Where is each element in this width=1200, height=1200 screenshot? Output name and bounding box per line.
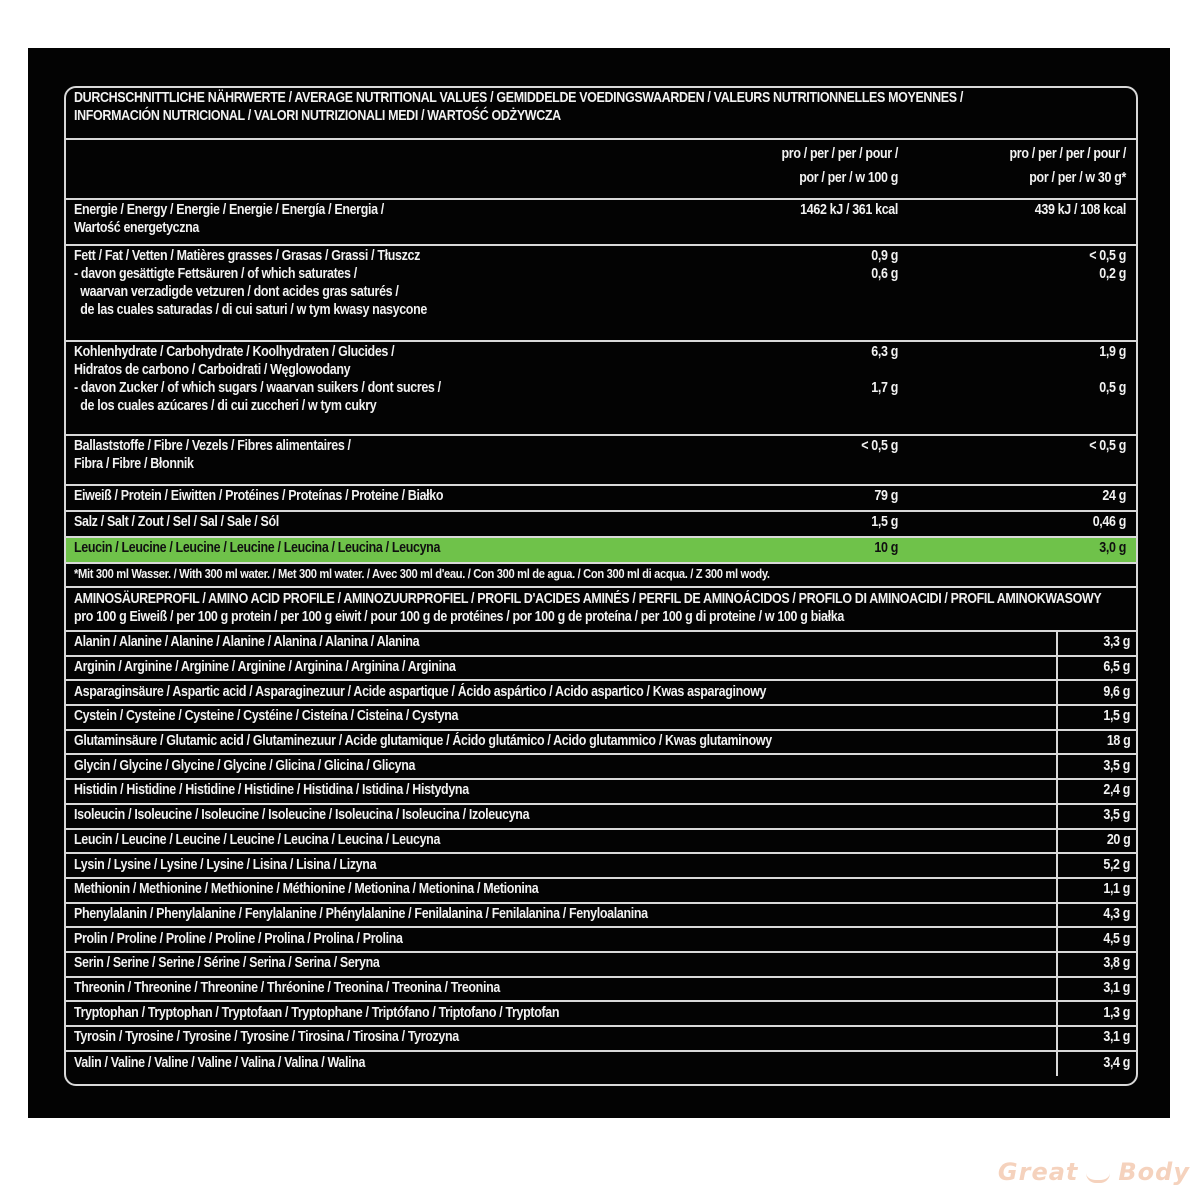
- amino-acid-name: Prolin / Proline / Proline / Proline / Prolina / Prolina / Prolina: [74, 930, 403, 947]
- amino-acid-row: [66, 1027, 1136, 1052]
- amino-acid-name: Methionin / Methionine / Methionine / Méthionine / Metionina / Metionina / Metionina: [74, 881, 539, 898]
- nutrient-label: Hidratos de carbono / Carboidrati / Węglowodany: [74, 361, 351, 378]
- value-per-30g: 0,46 g: [1092, 514, 1126, 530]
- amino-header-line-2: pro 100 g Eiweiß / per 100 g protein / per 100 g eiwit / pour 100 g de protéines / por 100 g de proteína / per 100 g di proteine / w 100 g białka: [74, 608, 844, 625]
- amino-acid-value: 20 g: [1106, 831, 1130, 848]
- amino-acid-value: 4,5 g: [1103, 930, 1130, 947]
- value-per-100g: [776, 362, 898, 380]
- amino-acid-row: [66, 830, 1136, 855]
- nutrition-row: [66, 246, 1136, 342]
- value-per-30g: [937, 362, 1126, 380]
- amino-acid-name: Cystein / Cysteine / Cysteine / Cystéine / Cisteína / Cisteina / Cystyna: [74, 708, 459, 725]
- amino-acid-value: 18 g: [1106, 733, 1130, 750]
- amino-acid-value: 1,3 g: [1103, 1004, 1130, 1021]
- amino-acid-value: 2,4 g: [1103, 782, 1130, 799]
- value-per-30g: < 0,5 g: [1089, 248, 1126, 264]
- amino-acid-name: Asparaginsäure / Aspartic acid / Asparaginezuur / Acide aspartique / Ácido aspártico / Acido aspartico / Kwas asparaginowy: [74, 683, 767, 700]
- amino-acid-value: 3,1 g: [1103, 979, 1130, 996]
- amino-acid-row: [66, 1052, 1136, 1077]
- nutrient-label: Ballaststoffe / Fibre / Vezels / Fibres alimentaires /: [74, 438, 351, 454]
- value-per-30g: 24 g: [1102, 488, 1126, 504]
- value-per-30g: 1,9 g: [1099, 344, 1126, 360]
- value-per-100g: 1462 kJ / 361 kcal: [800, 202, 898, 218]
- amino-acid-row: [66, 805, 1136, 830]
- watermark-right: Body: [1118, 1158, 1190, 1186]
- amino-acid-value: 4,3 g: [1103, 905, 1130, 922]
- amino-acid-name: Valin / Valine / Valine / Valine / Valina / Valina / Walina: [74, 1055, 366, 1072]
- nutrition-row: [66, 512, 1136, 538]
- nutrient-label: Energie / Energy / Energie / Energie / Energía / Energia /: [74, 202, 384, 218]
- amino-acid-name: Alanin / Alanine / Alanine / Alanine / Alanina / Alanina / Alanina: [74, 634, 420, 651]
- column-header-row: [66, 140, 1136, 200]
- nutrient-label: Kohlenhydrate / Carbohydrate / Koolhydraten / Glucides /: [74, 344, 395, 360]
- nutrient-label: waarvan verzadigde vetzuren / dont acides gras saturés /: [74, 283, 399, 300]
- watermark-logo: [998, 1158, 1190, 1186]
- amino-acid-row: [66, 706, 1136, 731]
- amino-acid-row: [66, 978, 1136, 1003]
- nutrition-rows: [66, 200, 1136, 538]
- amino-acid-value: 3,5 g: [1103, 807, 1130, 824]
- amino-acid-row: [66, 928, 1136, 953]
- value-per-30g: < 0,5 g: [1089, 438, 1126, 454]
- nutrient-label: - davon Zucker / of which sugars / waarvan suikers / dont sucres /: [74, 379, 441, 396]
- per-100g-header: pro / per / per / pour / por / per / w 100 g: [781, 146, 898, 186]
- amino-acid-profile-header: [66, 588, 1136, 632]
- amino-acid-name: Glutaminsäure / Glutamic acid / Glutaminezuur / Acide glutamique / Ácido glutámico / Acido glutammico / Kwas glutaminowy: [74, 733, 772, 750]
- nutrition-label-panel: [28, 48, 1170, 1118]
- amino-acid-name: Tyrosin / Tyrosine / Tyrosine / Tyrosine / Tirosina / Tirosina / Tyrozyna: [74, 1029, 459, 1046]
- nutrition-row: [66, 436, 1136, 486]
- amino-acid-value: 3,8 g: [1103, 955, 1130, 972]
- nutrition-row: [66, 342, 1136, 436]
- amino-acid-value: 1,1 g: [1103, 881, 1130, 898]
- nutrient-label: Eiweiß / Protein / Eiwitten / Protéines / Proteínas / Proteine / Białko: [74, 488, 444, 504]
- amino-acid-value: 6,5 g: [1103, 659, 1130, 676]
- amino-acid-value: 3,4 g: [1103, 1055, 1130, 1072]
- value-per-100g: < 0,5 g: [861, 438, 898, 454]
- amino-acid-name: Histidin / Histidine / Histidine / Histidine / Histidina / Istidina / Histydyna: [74, 782, 469, 799]
- nutrition-row: [66, 200, 1136, 246]
- nutrition-row: [66, 486, 1136, 512]
- header-line-1: DURCHSCHNITTLICHE NÄHRWERTE / AVERAGE NUTRITIONAL VALUES / GEMIDDELDE VOEDINGSWAARDEN / VALEURS NUTRITIONNELLES MOYENNES /: [74, 90, 963, 106]
- amino-acid-row: [66, 953, 1136, 978]
- amino-acid-list: [66, 632, 1136, 1076]
- leucine-per-100g: 10 g: [874, 540, 898, 556]
- value-per-100g: 1,7 g: [871, 380, 898, 396]
- amino-acid-name: Leucin / Leucine / Leucine / Leucine / Leucina / Leucina / Leucyna: [74, 831, 441, 848]
- table-header: [66, 88, 1136, 140]
- value-per-100g: 0,6 g: [871, 266, 898, 282]
- amino-acid-row: [66, 854, 1136, 879]
- amino-acid-row: [66, 879, 1136, 904]
- amino-acid-row: [66, 1002, 1136, 1027]
- amino-acid-value: 3,1 g: [1103, 1029, 1130, 1046]
- nutrient-label: Fibra / Fibre / Błonnik: [74, 455, 194, 472]
- nutrient-label: Fett / Fat / Vetten / Matières grasses / Grasas / Grassi / Tłuszcz: [74, 248, 421, 264]
- value-per-100g: 79 g: [874, 488, 898, 504]
- amino-acid-name: Serin / Serine / Serine / Sérine / Serina / Serina / Seryna: [74, 955, 380, 972]
- nutrient-label: de los cuales azúcares / di cui zuccheri / w tym cukry: [74, 397, 377, 414]
- leucine-highlight-row: [66, 538, 1136, 564]
- watermark-left: Great: [997, 1158, 1079, 1186]
- amino-acid-name: Lysin / Lysine / Lysine / Lysine / Lisina / Lisina / Lizyna: [74, 856, 377, 873]
- amino-acid-name: Glycin / Glycine / Glycine / Glycine / Glicina / Glicina / Glicyna: [74, 757, 416, 774]
- value-per-30g: 0,2 g: [1099, 266, 1126, 282]
- amino-acid-row: [66, 755, 1136, 780]
- footnote: *Mit 300 ml Wasser. / With 300 ml water. / Met 300 ml water. / Avec 300 ml d'eau. / Con 300 ml de agua. / Con 300 ml di acqua. / Z 300 ml wody.: [66, 564, 1136, 588]
- amino-acid-value: 5,2 g: [1103, 856, 1130, 873]
- amino-acid-name: Phenylalanin / Phenylalanine / Fenylalanine / Phénylalanine / Fenilalanina / Fenilalanina / Fenyloalanina: [74, 905, 648, 922]
- nutrient-label: de las cuales saturadas / di cui saturi / w tym kwasy nasycone: [74, 301, 427, 318]
- amino-acid-row: [66, 632, 1136, 657]
- value-per-100g: 1,5 g: [871, 514, 898, 530]
- amino-acid-value: 3,3 g: [1103, 634, 1130, 651]
- amino-acid-row: [66, 657, 1136, 682]
- dumbbell-lifter-icon: [1086, 1164, 1110, 1183]
- nutrient-label: - davon gesättigte Fettsäuren / of which saturates /: [74, 265, 357, 282]
- value-per-100g: 6,3 g: [871, 344, 898, 360]
- amino-acid-value: 9,6 g: [1103, 683, 1130, 700]
- value-per-100g: 0,9 g: [871, 248, 898, 264]
- value-per-30g: 0,5 g: [1099, 380, 1126, 396]
- amino-acid-name: Threonin / Threonine / Threonine / Thréonine / Treonina / Treonina / Treonina: [74, 979, 500, 996]
- amino-acid-name: Isoleucin / Isoleucine / Isoleucine / Isoleucine / Isoleucina / Isoleucina / Izoleucyna: [74, 807, 530, 824]
- leucine-per-30g: 3,0 g: [1099, 540, 1126, 556]
- amino-acid-value: 3,5 g: [1103, 757, 1130, 774]
- leucine-label: Leucin / Leucine / Leucine / Leucine / Leucina / Leucina / Leucyna: [74, 540, 441, 556]
- nutrient-label: Wartość energetyczna: [74, 219, 200, 236]
- amino-acid-row: [66, 780, 1136, 805]
- value-per-30g: 439 kJ / 108 kcal: [1034, 202, 1126, 218]
- per-30g-header: pro / per / per / pour / por / per / w 30 g*: [1009, 146, 1126, 186]
- header-line-2: INFORMACIÓN NUTRICIONAL / VALORI NUTRIZIONALI MEDI / WARTOŚĆ ODŻYWCZA: [74, 107, 561, 124]
- amino-header-line-1: AMINOSÄUREPROFIL / AMINO ACID PROFILE / AMINOZUURPROFIEL / PROFIL D'ACIDES AMINÉS / PERFIL DE AMINOÁCIDOS / PROFILO DI AMINOACIDI / PROFIL AMINOKWASOWY: [74, 591, 1102, 607]
- amino-acid-row: [66, 904, 1136, 929]
- amino-acid-name: Arginin / Arginine / Arginine / Arginine / Arginina / Arginina / Arginina: [74, 659, 456, 676]
- nutrient-label: Salz / Salt / Zout / Sel / Sal / Sale / Sól: [74, 514, 279, 530]
- amino-acid-name: Tryptophan / Tryptophan / Tryptofaan / Tryptophane / Triptófano / Triptofano / Tryptofan: [74, 1004, 560, 1021]
- amino-acid-value: 1,5 g: [1103, 708, 1130, 725]
- amino-acid-row: [66, 681, 1136, 706]
- nutrition-table: [64, 86, 1138, 1086]
- amino-acid-row: [66, 731, 1136, 756]
